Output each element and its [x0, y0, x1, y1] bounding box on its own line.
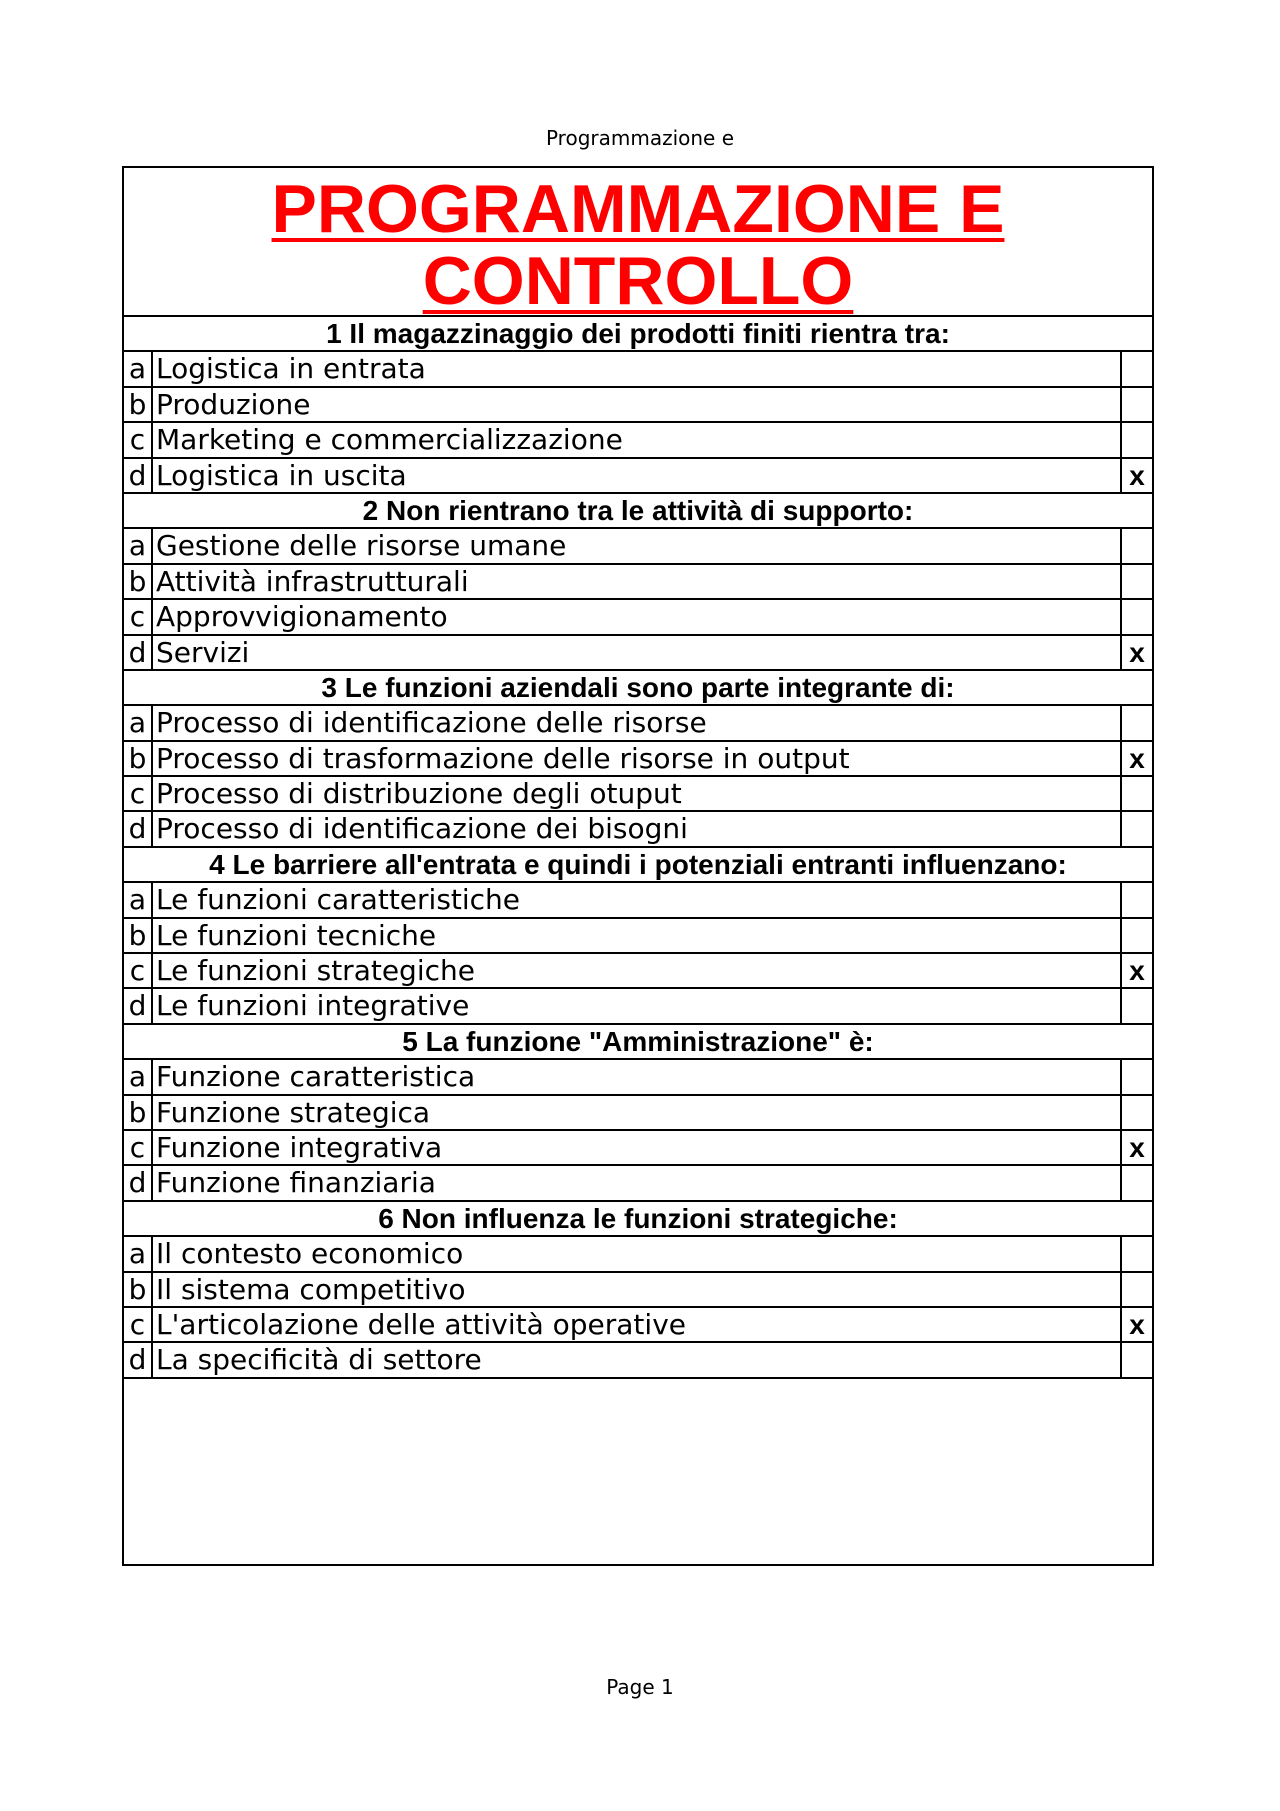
answer-mark: x	[1120, 1308, 1152, 1341]
answer-mark	[1120, 1060, 1152, 1093]
question-1-option-d	[124, 459, 1152, 494]
question-1-option-a	[124, 352, 1152, 387]
option-letter: a	[124, 1060, 153, 1093]
title-line-1: PROGRAMMAZIONE E	[271, 171, 1005, 247]
question-2-option-b	[124, 565, 1152, 600]
option-letter: b	[124, 742, 153, 775]
question-6-option-d	[124, 1343, 1152, 1378]
option-text: La specificità di settore	[156, 1343, 482, 1377]
option-letter: d	[124, 636, 153, 669]
option-text: Attività infrastrutturali	[156, 564, 469, 598]
option-text: Processo di identificazione dei bisogni	[156, 812, 688, 846]
option-letter: c	[124, 600, 153, 633]
question-1: 1 Il magazzinaggio dei prodotti finiti rientra tra:	[124, 317, 1152, 352]
question-3: 3 Le funzioni aziendali sono parte integrante di:	[124, 671, 1152, 706]
answer-mark	[1120, 1166, 1152, 1199]
option-text: Le funzioni caratteristiche	[156, 883, 521, 917]
option-text: Funzione finanziaria	[156, 1166, 436, 1200]
question-3-option-d	[124, 812, 1152, 847]
answer-mark	[1120, 812, 1152, 845]
answer-mark: x	[1120, 1131, 1152, 1164]
option-text: Processo di identificazione delle risorse	[156, 706, 707, 740]
option-text: Logistica in uscita	[156, 458, 407, 492]
option-letter: a	[124, 352, 153, 385]
answer-mark	[1120, 423, 1152, 456]
option-letter: a	[124, 1237, 153, 1270]
option-text: Il sistema competitivo	[156, 1272, 466, 1306]
answer-mark	[1120, 388, 1152, 421]
option-letter: c	[124, 954, 153, 987]
answer-mark: x	[1120, 636, 1152, 669]
question-3-option-c	[124, 777, 1152, 812]
question-4-option-d	[124, 989, 1152, 1024]
answer-mark	[1120, 883, 1152, 916]
option-letter: d	[124, 989, 153, 1022]
option-text: Funzione caratteristica	[156, 1060, 476, 1094]
option-text: Approvvigionamento	[156, 600, 448, 634]
option-text: Processo di trasformazione delle risorse in output	[156, 741, 850, 775]
option-letter: a	[124, 883, 153, 916]
option-text: L'articolazione delle attività operative	[156, 1307, 686, 1341]
question-5-option-a	[124, 1060, 1152, 1095]
answer-mark	[1120, 706, 1152, 739]
question-6-option-c	[124, 1308, 1152, 1343]
option-text: Servizi	[156, 635, 250, 669]
option-letter: b	[124, 388, 153, 421]
question-2: 2 Non rientrano tra le attività di supporto:	[124, 494, 1152, 529]
answer-mark	[1120, 352, 1152, 385]
answer-mark	[1120, 1273, 1152, 1306]
question-3-option-a	[124, 706, 1152, 741]
question-2-option-a	[124, 529, 1152, 564]
option-text: Logistica in entrata	[156, 352, 426, 386]
option-text: Le funzioni strategiche	[156, 954, 475, 988]
question-5-option-b	[124, 1096, 1152, 1131]
question-4-option-a	[124, 883, 1152, 918]
answer-mark: x	[1120, 742, 1152, 775]
option-letter: b	[124, 1273, 153, 1306]
answer-mark	[1120, 600, 1152, 633]
option-letter: b	[124, 565, 153, 598]
question-6: 6 Non influenza le funzioni strategiche:	[124, 1202, 1152, 1237]
option-text: Processo di distribuzione degli otuput	[156, 777, 682, 811]
page-footer: Page 1	[606, 1675, 674, 1699]
answer-mark	[1120, 919, 1152, 952]
quiz-sheet	[122, 166, 1154, 1566]
question-5-option-c	[124, 1131, 1152, 1166]
option-text: Funzione strategica	[156, 1095, 431, 1129]
option-letter: a	[124, 706, 153, 739]
option-text: Il contesto economico	[156, 1237, 464, 1271]
option-letter: d	[124, 1343, 153, 1376]
question-6-option-a	[124, 1237, 1152, 1272]
question-3-option-b	[124, 742, 1152, 777]
answer-mark	[1120, 1096, 1152, 1129]
option-letter: c	[124, 1308, 153, 1341]
option-text: Funzione integrativa	[156, 1130, 443, 1164]
option-text: Gestione delle risorse umane	[156, 529, 567, 563]
question-6-option-b	[124, 1273, 1152, 1308]
option-text: Le funzioni tecniche	[156, 918, 437, 952]
option-letter: a	[124, 529, 153, 562]
question-4-option-c	[124, 954, 1152, 989]
question-1-option-c	[124, 423, 1152, 458]
answer-mark	[1120, 989, 1152, 1022]
option-letter: c	[124, 1131, 153, 1164]
answer-mark	[1120, 1237, 1152, 1270]
option-text: Produzione	[156, 387, 311, 421]
answer-mark	[1120, 1343, 1152, 1376]
option-letter: b	[124, 919, 153, 952]
option-letter: c	[124, 777, 153, 810]
document-title	[124, 168, 1152, 317]
option-letter: b	[124, 1096, 153, 1129]
page-header: Programmazione e	[545, 126, 735, 150]
answer-mark: x	[1120, 954, 1152, 987]
question-4: 4 Le barriere all'entrata e quindi i potenziali entranti influenzano:	[124, 848, 1152, 883]
question-2-option-c	[124, 600, 1152, 635]
answer-mark: x	[1120, 459, 1152, 492]
option-letter: c	[124, 423, 153, 456]
option-letter: d	[124, 459, 153, 492]
option-text: Le funzioni integrative	[156, 989, 470, 1023]
answer-mark	[1120, 777, 1152, 810]
question-1-option-b	[124, 388, 1152, 423]
option-letter: d	[124, 812, 153, 845]
option-text: Marketing e commercializzazione	[156, 423, 623, 457]
title-line-2: CONTROLLO	[422, 243, 854, 319]
answer-mark	[1120, 565, 1152, 598]
answer-mark	[1120, 529, 1152, 562]
question-4-option-b	[124, 919, 1152, 954]
question-5: 5 La funzione "Amministrazione" è:	[124, 1025, 1152, 1060]
option-letter: d	[124, 1166, 153, 1199]
question-2-option-d	[124, 636, 1152, 671]
question-5-option-d	[124, 1166, 1152, 1201]
